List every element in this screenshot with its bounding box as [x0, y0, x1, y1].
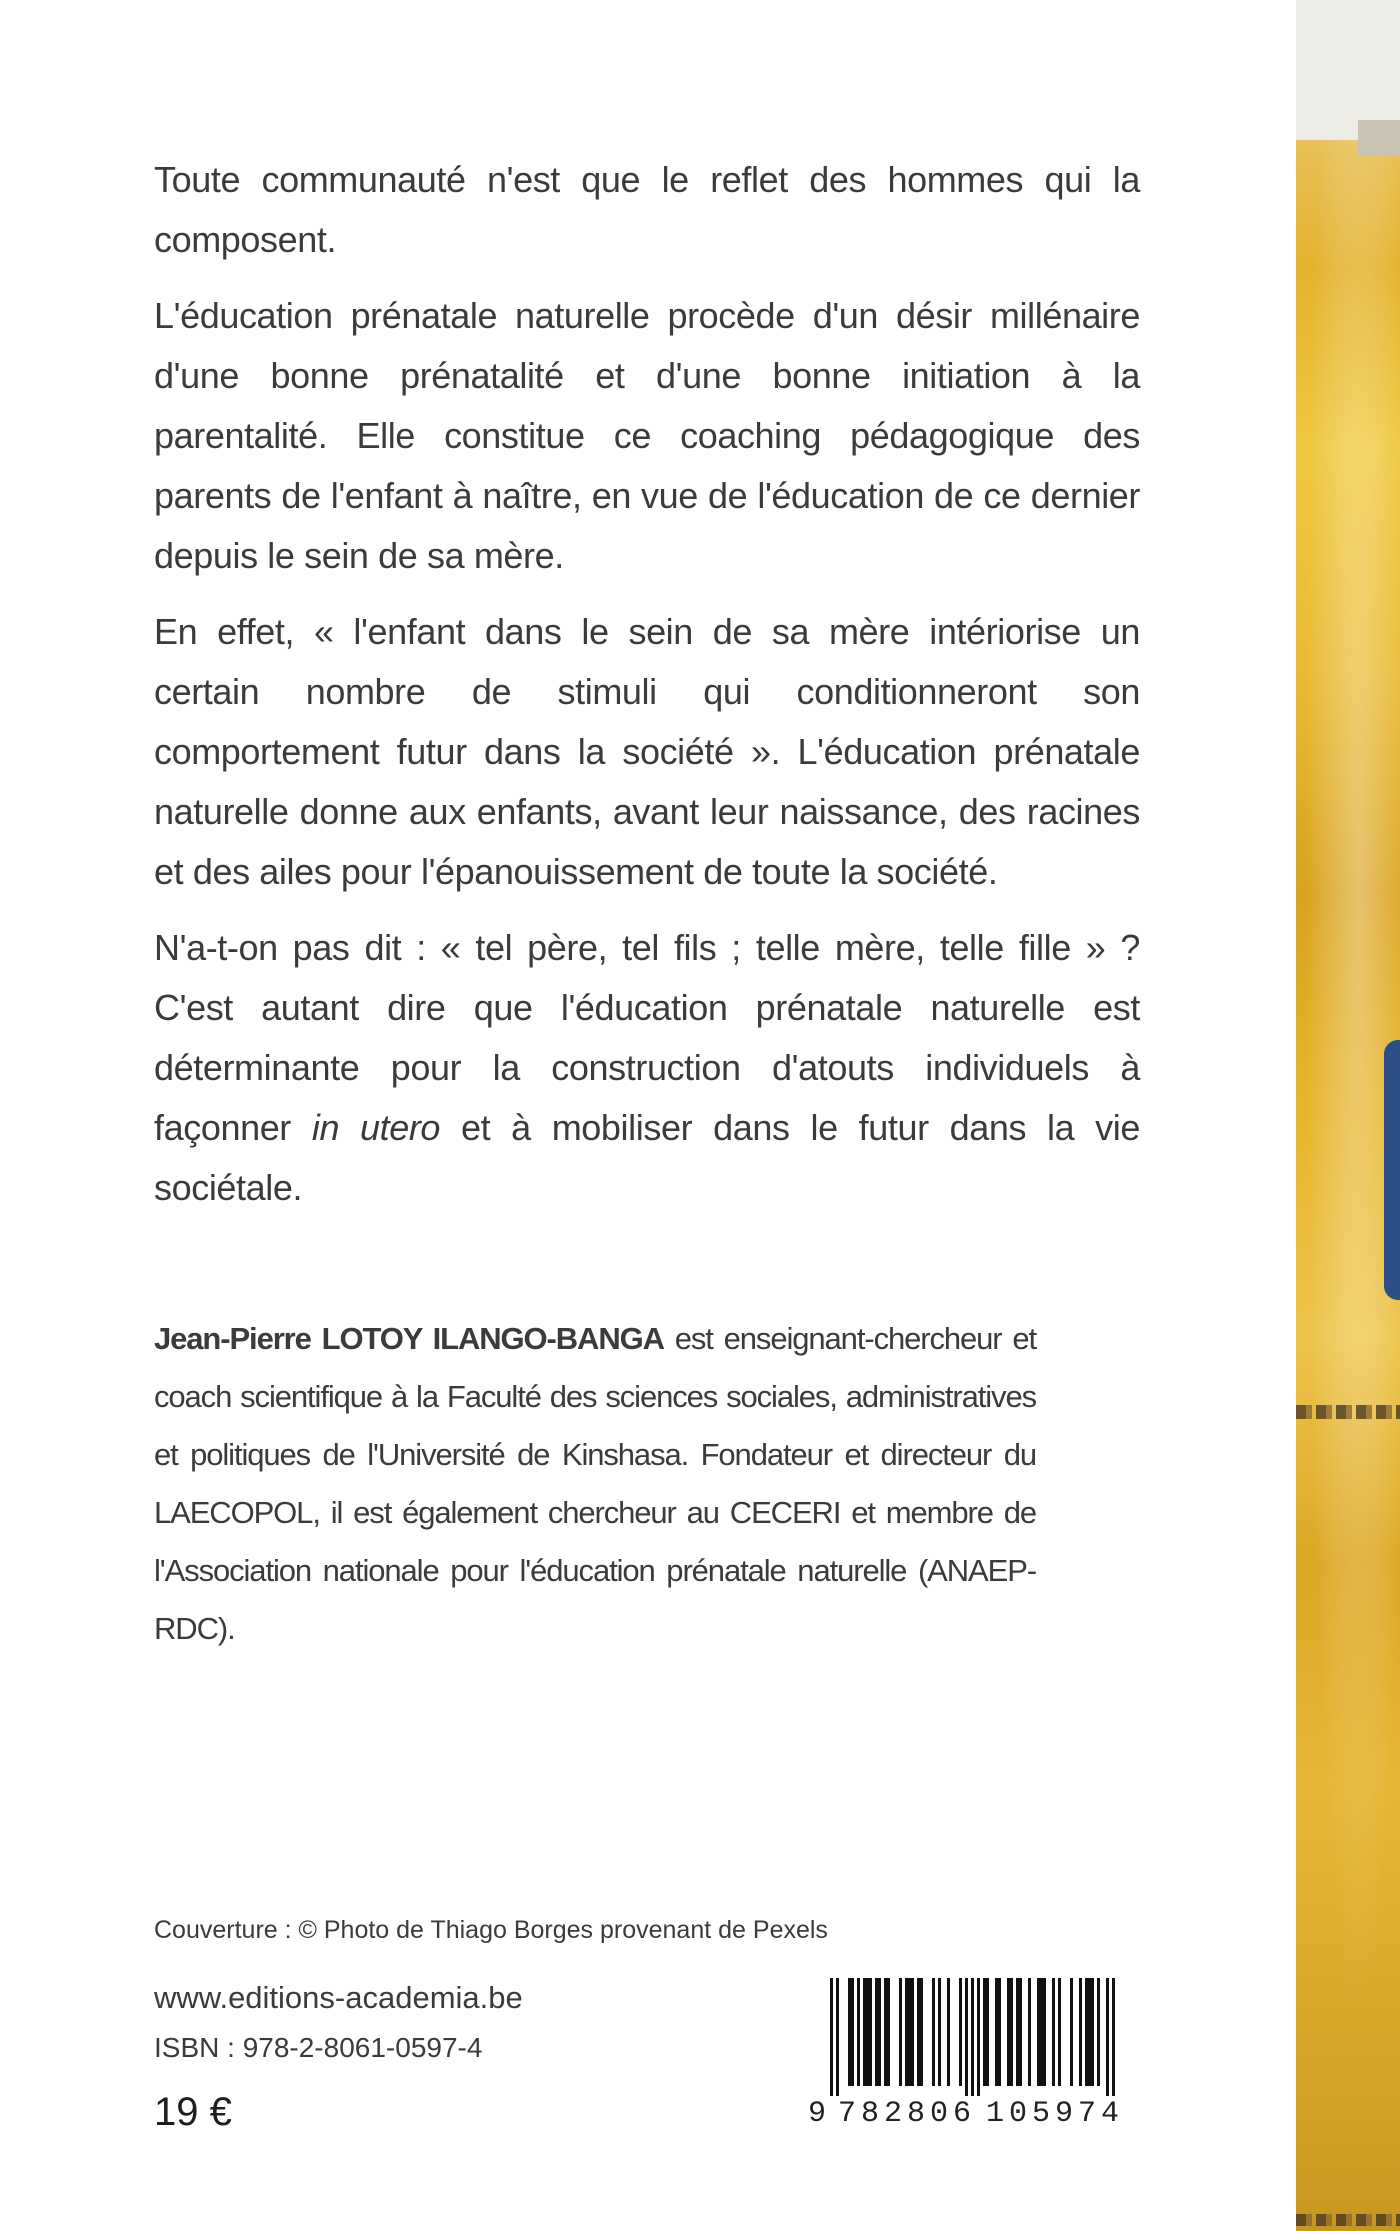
barcode-bar — [977, 1978, 980, 2096]
barcode-bar — [995, 1978, 998, 2086]
barcode-bar — [1040, 1978, 1043, 2086]
barcode-bar — [905, 1978, 908, 2086]
barcode-bar — [911, 1978, 914, 2086]
barcode-bar — [851, 1978, 854, 2086]
blurb-paragraph-4-start: N'a-t-on pas dit : « tel père, tel fils ; telle mère, telle fille » ? C'est autant dire que l'éducation prénatale naturelle est déterminante pour la construction d'atouts individuels à façonner — [154, 927, 1140, 1148]
cover-photo-strip — [1296, 0, 1400, 2231]
publisher-website: www.editions-academia.be — [154, 1980, 523, 2015]
barcode-bar — [959, 1978, 962, 2086]
barcode-bar — [986, 1978, 989, 2086]
barcode-bar — [1037, 1978, 1040, 2086]
barcode-bar — [1106, 1978, 1109, 2096]
barcode-bar — [920, 1978, 923, 2086]
blurb-paragraph-4 — [154, 918, 1140, 1218]
photo-frame-shadow — [1358, 120, 1400, 156]
blurb-paragraph-2: L'éducation prénatale naturelle procède d'un désir millénaire d'une bonne prénatalité et d'une bonne initiation à la parentalité. Elle constitue ce coaching pédagogique des parents de l'enfant à naître, en vue de l'éducation de ce dernier depuis le sein de sa mère. — [154, 295, 1140, 576]
barcode-bar — [899, 1978, 902, 2086]
barcode-bar — [1079, 1978, 1082, 2086]
barcode-bar — [1010, 1978, 1013, 2086]
cover-credit: Couverture : © Photo de Thiago Borges provenant de Pexels — [154, 1916, 828, 1944]
barcode-bar — [1052, 1978, 1055, 2086]
barcode-bar — [1019, 1978, 1022, 2086]
barcode-bar — [908, 1978, 911, 2086]
barcode-bar — [1070, 1978, 1073, 2086]
barcode-bar — [965, 1978, 968, 2096]
barcode-bar — [998, 1978, 1001, 2086]
barcode-bar — [1043, 1978, 1046, 2086]
barcode-right-group: 105974 — [986, 2097, 1125, 2131]
barcode-bar — [848, 1978, 851, 2086]
barcode-bar — [938, 1978, 941, 2086]
barcode-bar — [884, 1978, 887, 2086]
barcode-bar — [971, 1978, 974, 2096]
isbn: ISBN : 978-2-8061-0597-4 — [154, 2032, 483, 2063]
barcode-bar — [932, 1978, 935, 2086]
barcode-bars — [808, 1978, 1134, 2096]
blurb-in-utero: in utero — [311, 1107, 441, 1148]
isbn-barcode — [808, 1978, 1134, 2138]
author-bio — [154, 1310, 1036, 1658]
barcode-bar — [1016, 1978, 1019, 2086]
barcode-bar — [1091, 1978, 1094, 2086]
blurb-paragraph-1: Toute communauté n'est que le reflet des hommes qui la composent. — [154, 159, 1140, 260]
barcode-bar — [869, 1978, 872, 2086]
barcode-bar — [917, 1978, 920, 2086]
barcode-bar — [947, 1978, 950, 2086]
barcode-bar — [887, 1978, 890, 2086]
barcode-bar — [857, 1978, 860, 2086]
photo-light-area — [1296, 0, 1400, 140]
barcode-bar — [1097, 1978, 1100, 2086]
barcode-bar — [836, 1978, 839, 2096]
barcode-bar — [983, 1978, 986, 2086]
price: 19 € — [154, 2090, 232, 2134]
author-bio-text: est enseignant-chercheur et coach scientifique à la Faculté des sciences sociales, administratives et politiques de l'Université de Kinshasa. Fondateur et directeur du LAECOPOL, il est également chercheur au CECERI et membre de l'Association nationale pour l'éducation prénatale naturelle (ANAEP-RDC). — [154, 1321, 1036, 1646]
barcode-lead-digit: 9 — [808, 2097, 827, 2131]
barcode-bar — [1058, 1978, 1061, 2086]
blurb-text — [154, 150, 1140, 1234]
barcode-bar — [1085, 1978, 1088, 2086]
barcode-bar — [830, 1978, 833, 2096]
author-name: Jean-Pierre LOTOY ILANGO-BANGA — [154, 1321, 664, 1356]
barcode-bar — [875, 1978, 878, 2086]
barcode-left-group: 782806 — [838, 2097, 977, 2131]
barcode-bar — [1028, 1978, 1031, 2086]
barcode-bar — [863, 1978, 866, 2086]
barcode-bar — [878, 1978, 881, 2086]
blurb-paragraph-3: En effet, « l'enfant dans le sein de sa mère intériorise un certain nombre de stimuli qui conditionneront son comportement futur dans la société ». L'éducation prénatale naturelle donne aux enfants, avant leur naissance, des racines et des ailes pour l'épanouissement de toute la société. — [154, 611, 1140, 892]
barcode-bar — [1088, 1978, 1091, 2086]
barcode-bar — [866, 1978, 869, 2086]
photo-chain — [1296, 1405, 1400, 1419]
blurb-paragraph-4-end: et à mobiliser dans le futur dans la vie sociétale. — [154, 1107, 1141, 1208]
barcode-bar — [1007, 1978, 1010, 2086]
photo-chain-bottom — [1296, 2214, 1400, 2226]
barcode-bar — [1112, 1978, 1115, 2096]
photo-blue-shape — [1384, 1040, 1400, 1300]
